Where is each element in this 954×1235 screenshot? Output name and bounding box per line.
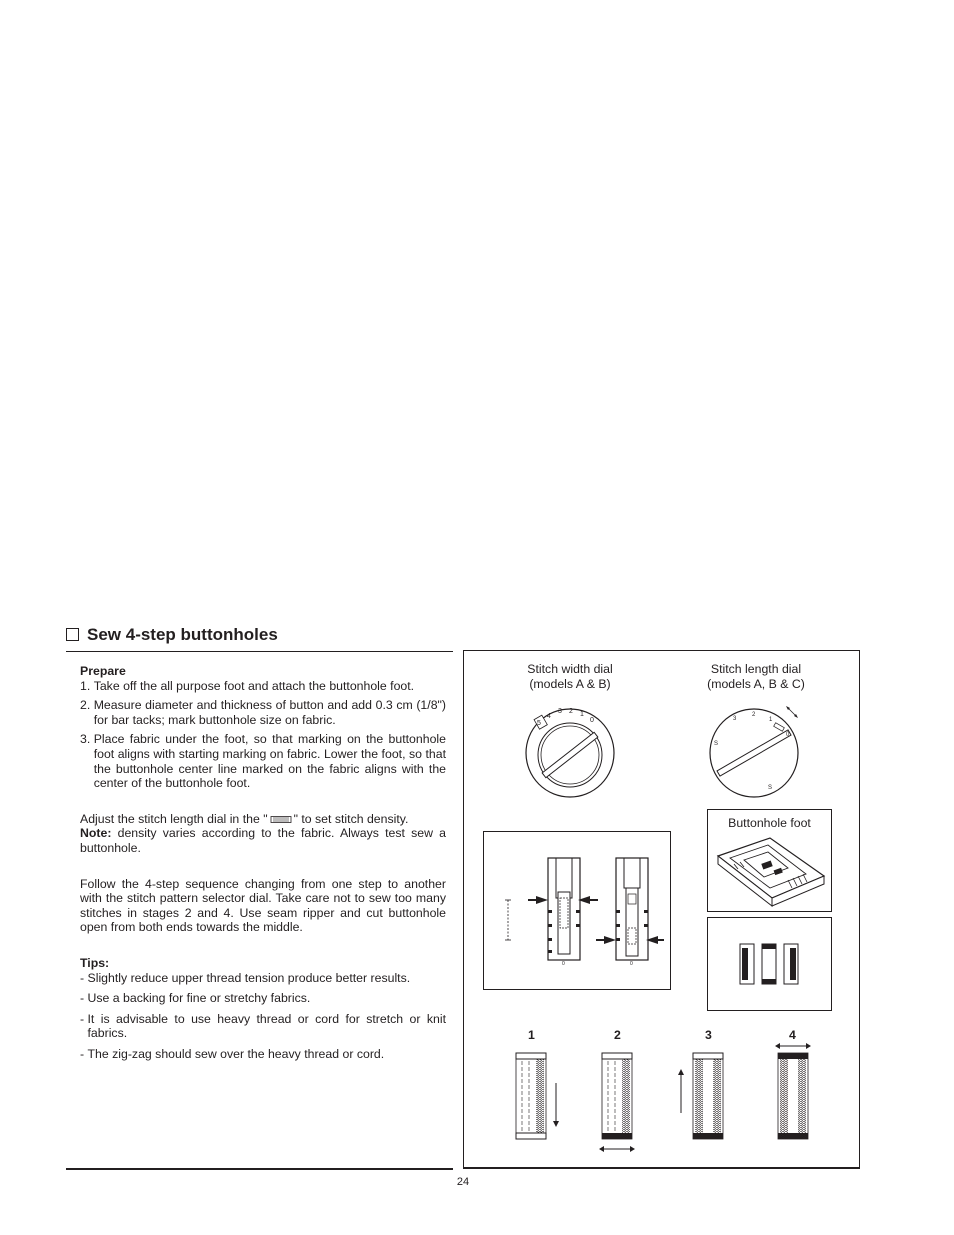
prepare-step-2 xyxy=(80,698,446,727)
figure-panel xyxy=(463,650,860,1169)
length-mark: 3 xyxy=(733,716,737,722)
prepare-step-3 xyxy=(80,732,446,790)
tip-text: The zig-zag should sew over the heavy thread or cord. xyxy=(87,1046,385,1061)
tip-item: - Use a backing for fine or stretchy fabrics. xyxy=(80,991,446,1006)
svg-text:0: 0 xyxy=(562,961,565,967)
tip-item: - It is advisable to use heavy thread or cord for stretch or knit fabrics. xyxy=(80,1011,446,1041)
instructions-column xyxy=(80,664,446,1061)
step-text: Take off the all purpose foot and attach the buttonhole foot. xyxy=(93,678,415,693)
length-mark: 0 xyxy=(786,732,790,738)
section-title: Sew 4-step buttonholes xyxy=(87,625,278,644)
page-number: 24 xyxy=(456,1176,470,1188)
step-number: 3. xyxy=(80,732,91,747)
svg-text:0: 0 xyxy=(630,961,633,967)
adjust-paragraph xyxy=(80,812,446,856)
step-text: Place fabric under the foot, so that marking on the buttonhole foot aligns with starting marking on fabric. Lower the foot, so that the buttonhole center line marked on the fabric aligns with the center of the buttonhole foot. xyxy=(93,732,446,791)
width-mark: 3 xyxy=(558,708,562,715)
tip-text: It is advisable to use heavy thread or cord for stretch or knit fabrics. xyxy=(87,1011,446,1041)
buttonhole-stitch-icon xyxy=(270,815,292,824)
adjust-text-after: " to set stitch density. xyxy=(293,811,409,826)
length-mark: S xyxy=(714,741,719,747)
prepare-heading: Prepare xyxy=(80,664,126,678)
buttonhole-foot-illustration xyxy=(714,836,826,908)
heading-checkbox-square xyxy=(66,628,79,641)
width-mark: 2 xyxy=(569,708,573,715)
bottom-rule xyxy=(66,1168,453,1170)
tip-item: - Slightly reduce upper thread tension produce better results. xyxy=(80,971,446,986)
width-mark: 5 xyxy=(537,720,541,727)
step-number-label: 3 xyxy=(705,1028,712,1042)
width-mark: 4 xyxy=(547,713,551,720)
width-dial-label: Stitch width dial (models A & B) xyxy=(527,662,613,691)
tip-item: - The zig-zag should sew over the heavy thread or cord. xyxy=(80,1047,446,1062)
width-mark: 1 xyxy=(580,711,584,718)
step-number: 2. xyxy=(80,698,91,713)
finished-buttonholes-illustration xyxy=(708,918,831,1010)
tip-text: Use a backing for fine or stretchy fabrics. xyxy=(87,991,311,1006)
length-mark: S xyxy=(768,785,773,791)
step-number-label: 4 xyxy=(789,1028,796,1042)
tip-text: Slightly reduce upper thread tension produce better results. xyxy=(87,970,411,985)
note-label: Note: xyxy=(80,826,112,841)
sequence-paragraph: Follow the 4-step sequence changing from one step to another with the stitch pattern selector dial. Take care not to sew too many stitches in stages 2 and 4. Use seam ripper and cut buttonhole open from both ends towards the middle. xyxy=(80,876,446,935)
section-heading xyxy=(66,623,453,652)
foot-alignment-illustration xyxy=(484,832,670,989)
buttonhole-foot-box xyxy=(707,809,832,912)
finished-buttonholes-box xyxy=(707,917,832,1011)
step-sequence-illustration xyxy=(500,1043,830,1163)
foot-alignment-box xyxy=(483,831,671,990)
adjust-text-before: Adjust the stitch length dial in the " xyxy=(80,811,268,826)
length-mark: 1 xyxy=(769,717,773,723)
stitch-width-dial-illustration xyxy=(520,703,620,803)
tips-heading: Tips: xyxy=(80,955,110,970)
step-number-label: 1 xyxy=(528,1028,535,1042)
buttonhole-foot-label: Buttonhole foot xyxy=(728,816,811,830)
prepare-step-1 xyxy=(80,679,446,694)
note-text: density varies according to the fabric. Always test sew a buttonhole. xyxy=(80,826,446,855)
length-dial-label: Stitch length dial (models A, B & C) xyxy=(707,662,805,691)
step-text: Measure diameter and thickness of button and add 0.3 cm (1/8") for bar tacks; mark buttonhole size on fabric. xyxy=(93,698,446,727)
width-mark: 0 xyxy=(590,717,594,724)
length-mark: 2 xyxy=(752,712,756,718)
stitch-length-dial-illustration xyxy=(704,703,808,803)
step-number: 1. xyxy=(80,678,91,693)
step-number-label: 2 xyxy=(614,1028,621,1042)
